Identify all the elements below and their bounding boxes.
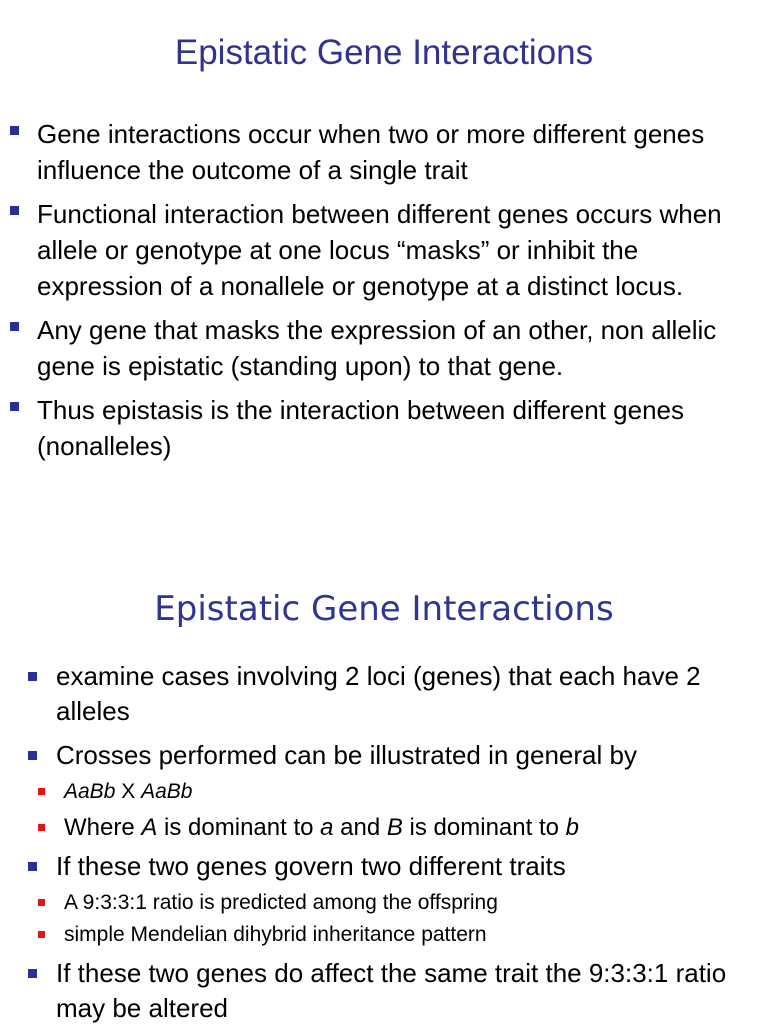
list-item bbox=[26, 956, 766, 1024]
sub-item-dominance bbox=[26, 811, 766, 845]
slide-2-bullet-list bbox=[26, 659, 766, 1024]
slide-1-title: Epistatic Gene Interactions bbox=[174, 33, 594, 72]
bullet-text: Gene interactions occur when two or more different genes influence the outcome of a single trait bbox=[37, 119, 705, 185]
square-bullet-icon bbox=[10, 402, 19, 411]
bullet-text: Crosses performed can be illustrated in general by bbox=[56, 740, 637, 770]
list-item bbox=[26, 738, 766, 845]
red-square-bullet-icon bbox=[38, 931, 45, 938]
dominance-text: is dominant to bbox=[157, 814, 321, 841]
list-item bbox=[8, 196, 764, 304]
list-item bbox=[8, 392, 764, 464]
sub-item-text: A 9:3:3:1 ratio is predicted among the offspring bbox=[64, 891, 498, 914]
square-bullet-icon bbox=[28, 862, 37, 871]
square-bullet-icon bbox=[10, 322, 19, 331]
red-square-bullet-icon bbox=[38, 899, 45, 906]
bullet-text: If these two genes do affect the same trait the 9:3:3:1 ratio may be altered bbox=[56, 958, 727, 1023]
red-square-bullet-icon bbox=[38, 788, 45, 795]
sub-item bbox=[26, 888, 766, 918]
square-bullet-icon bbox=[28, 969, 37, 978]
genotype-left: AaBb bbox=[64, 780, 116, 803]
cross-symbol: X bbox=[115, 780, 142, 803]
square-bullet-icon bbox=[28, 751, 37, 760]
square-bullet-icon bbox=[28, 672, 37, 681]
list-item bbox=[26, 849, 766, 950]
allele-a: a bbox=[320, 814, 334, 841]
bullet-text: Thus epistasis is the interaction between different genes (nonalleles) bbox=[37, 395, 685, 461]
sub-item-cross bbox=[26, 777, 766, 807]
list-item bbox=[8, 312, 764, 384]
sub-item-text: simple Mendelian dihybrid inheritance pattern bbox=[64, 923, 487, 946]
slide-2-title: Epistatic Gene Interactions bbox=[154, 589, 614, 629]
red-square-bullet-icon bbox=[38, 824, 45, 831]
allele-B: B bbox=[386, 814, 403, 841]
dominance-text: is dominant to bbox=[402, 814, 566, 841]
bullet-text: If these two genes govern two different traits bbox=[56, 851, 566, 881]
bullet-text: Any gene that masks the expression of an other, non allelic gene is epistatic (standing upon) to that gene. bbox=[37, 315, 717, 381]
genotype-right: AaBb bbox=[141, 780, 193, 803]
sub-item bbox=[26, 920, 766, 950]
list-item bbox=[26, 659, 766, 729]
slide-2 bbox=[0, 512, 768, 1024]
square-bullet-icon bbox=[10, 126, 19, 135]
dominance-text: and bbox=[333, 814, 387, 841]
allele-A: A bbox=[141, 814, 158, 841]
bullet-text: Functional interaction between different genes occurs when allele or genotype at one locus “masks” or inhibit the expression of a nonallele or genotype at a distinct locus. bbox=[37, 199, 722, 301]
bullet-text: examine cases involving 2 loci (genes) that each have 2 alleles bbox=[56, 661, 701, 726]
square-bullet-icon bbox=[10, 206, 19, 215]
list-item bbox=[8, 116, 764, 188]
allele-b: b bbox=[565, 814, 579, 841]
dominance-text: Where bbox=[64, 814, 142, 841]
slide-1-bullet-list bbox=[8, 116, 764, 472]
